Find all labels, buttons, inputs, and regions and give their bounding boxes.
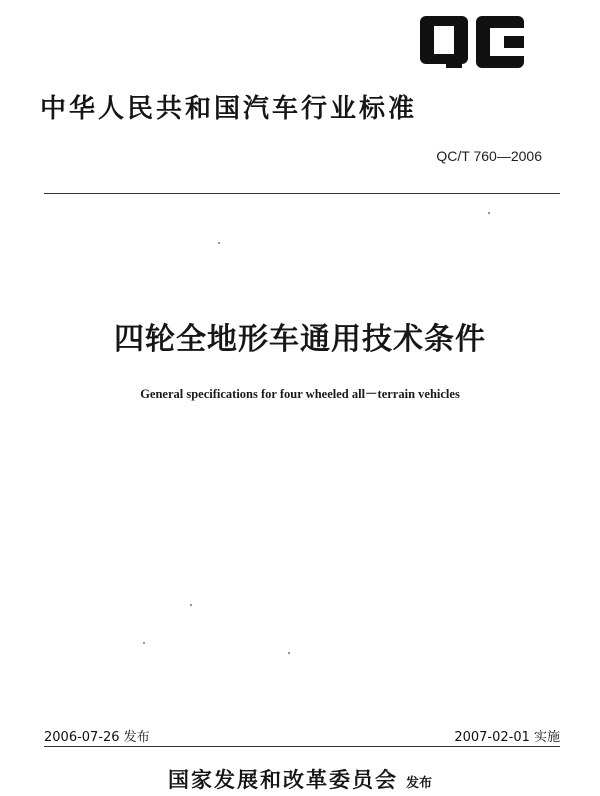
scan-speck	[143, 642, 145, 644]
issuer-line	[0, 764, 600, 794]
top-divider	[44, 193, 560, 194]
document-title-cn: 四轮全地形车通用技术条件	[114, 322, 486, 357]
industry-standard-title: 中华人民共和国汽车行业标准	[40, 94, 418, 124]
qc-logo-mark	[416, 14, 528, 70]
date-row	[44, 726, 560, 746]
qc-logo	[416, 14, 528, 70]
issue-date: 2006-07-26 发布	[44, 730, 150, 745]
scan-speck	[218, 242, 220, 244]
document-title-en: General specifications for four wheeled all－terrain vehicles	[140, 387, 460, 401]
issuer-name: 国家发展和改革委员会	[167, 767, 398, 792]
issuer-suffix: 发布	[405, 776, 432, 791]
scan-speck	[488, 212, 490, 214]
scan-speck	[190, 604, 192, 606]
effective-date: 2007-02-01 实施	[454, 730, 560, 745]
scan-speck	[288, 652, 290, 654]
standard-number: QC/T 760—2006	[436, 148, 542, 164]
bottom-divider	[44, 746, 560, 747]
